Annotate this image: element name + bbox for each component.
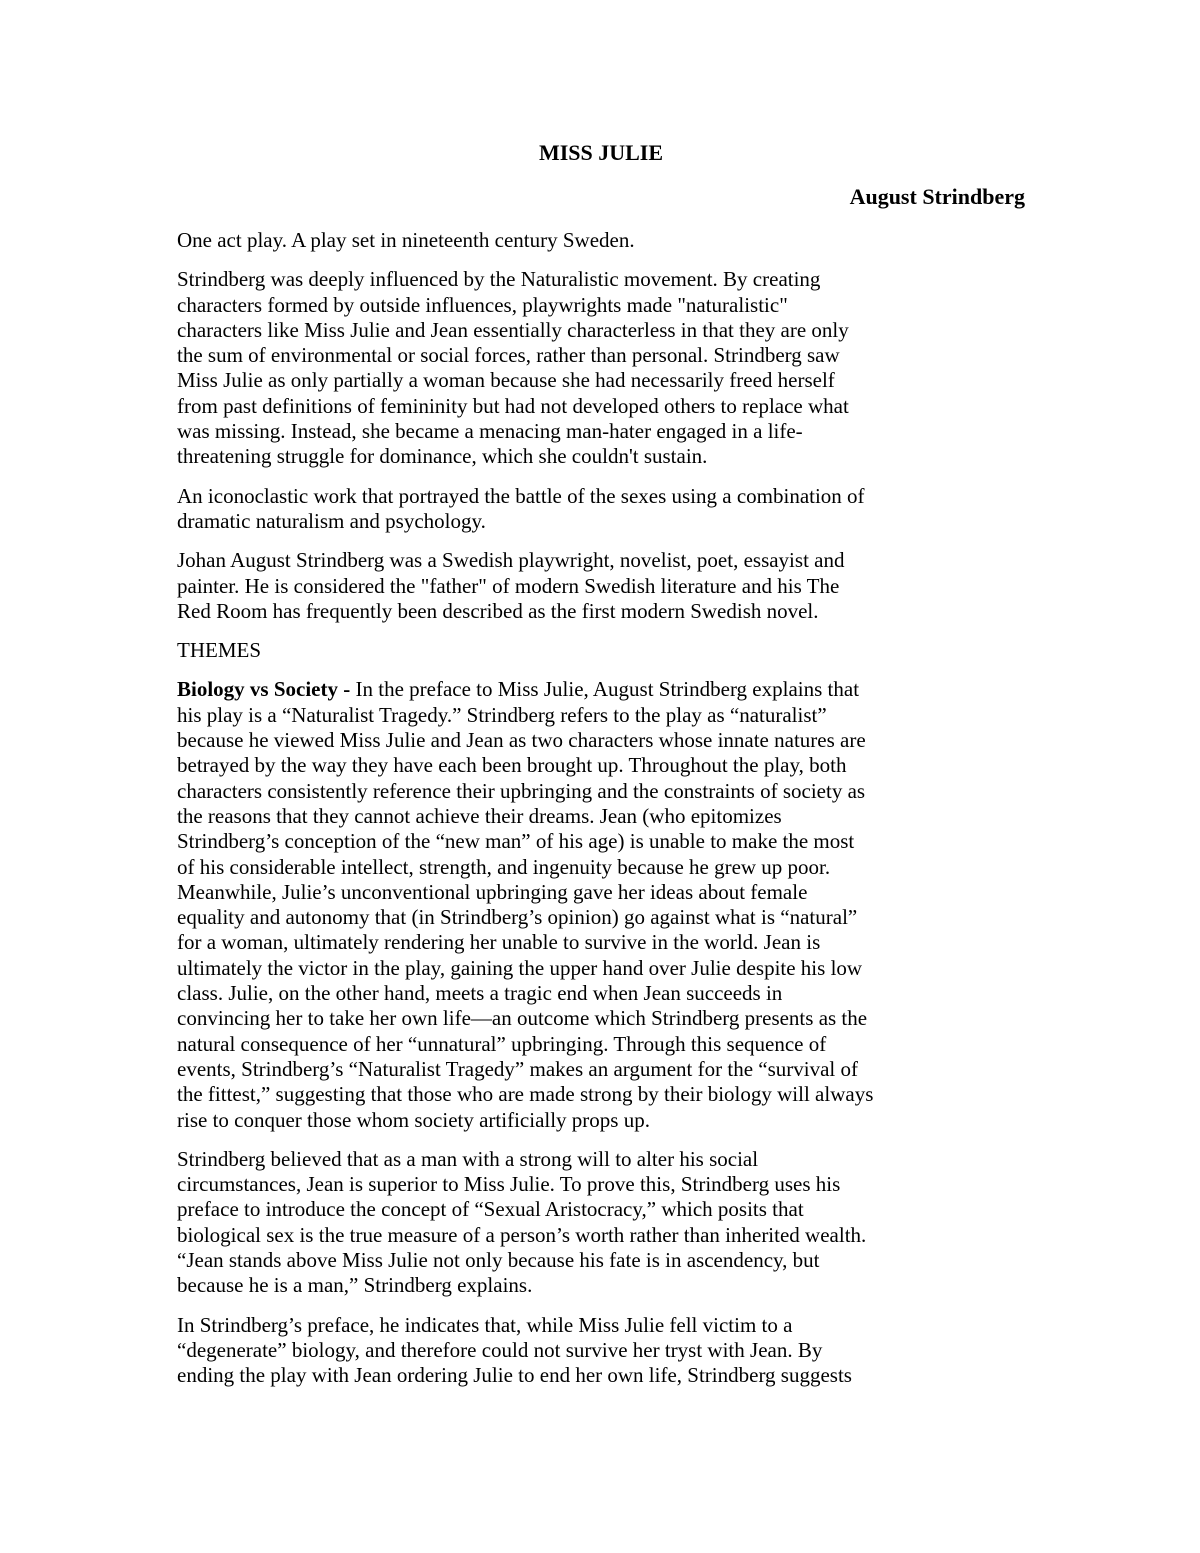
paragraph-line: the reasons that they cannot achieve their dreams. Jean (who epitomizes	[177, 803, 782, 828]
sexual-aristocracy-paragraph	[177, 1147, 1025, 1299]
paragraph-line: Miss Julie as only partially a woman because she had necessarily freed herself	[177, 368, 835, 393]
paragraph-line: of his considerable intellect, strength, and ingenuity because he grew up poor.	[177, 854, 831, 879]
paragraph-line: for a woman, ultimately rendering her unable to survive in the world. Jean is	[177, 930, 821, 955]
paragraph-line: preface to introduce the concept of “Sexual Aristocracy,” which posits that	[177, 1197, 804, 1222]
paragraph-line: Johan August Strindberg was a Swedish playwright, novelist, poet, essayist and	[177, 548, 845, 573]
paragraph-line: ultimately the victor in the play, gaining the upper hand over Julie despite his low	[177, 955, 863, 980]
paragraph-line: rise to conquer those whom society artificially props up.	[177, 1107, 650, 1132]
paragraph-line: Strindberg’s conception of the “new man” of his age) is unable to make the most	[177, 829, 855, 854]
document-page	[177, 138, 1025, 1402]
paragraph-line: natural consequence of her “unnatural” upbringing. Through this sequence of	[177, 1031, 827, 1056]
document-title: MISS JULIE	[538, 140, 664, 165]
biography-paragraph	[177, 548, 1025, 624]
paragraph-line	[177, 677, 1025, 702]
paragraph-line: characters consistently reference their upbringing and the constraints of society as	[177, 778, 866, 803]
paragraph-line: biological sex is the true measure of a person’s worth rather than inherited wealth.	[177, 1222, 867, 1247]
paragraph-line: events, Strindberg’s “Naturalist Tragedy” makes an argument for the “survival of	[177, 1056, 858, 1081]
paragraph-line: because he is a man,” Strindberg explains.	[177, 1273, 533, 1298]
paragraph-line: Strindberg was deeply influenced by the Naturalistic movement. By creating	[177, 267, 821, 292]
paragraph-line: convincing her to take her own life—an outcome which Strindberg presents as the	[177, 1006, 868, 1031]
paragraph-line: threatening struggle for dominance, which she couldn't sustain.	[177, 444, 708, 469]
paragraph-line: betrayed by the way they have each been brought up. Throughout the play, both	[177, 753, 847, 778]
paragraph-line: from past definitions of femininity but had not developed others to replace what	[177, 393, 849, 418]
naturalism-paragraph	[177, 267, 1025, 469]
paragraph-line: In Strindberg’s preface, he indicates that, while Miss Julie fell victim to a	[177, 1312, 793, 1337]
paragraph-line: ending the play with Jean ordering Julie to end her own life, Strindberg suggests	[177, 1363, 852, 1388]
paragraph-line: Strindberg believed that as a man with a strong will to alter his social	[177, 1146, 759, 1171]
paragraph-line: the sum of environmental or social forces, rather than personal. Strindberg saw	[177, 343, 840, 368]
paragraph-line: the fittest,” suggesting that those who are made strong by their biology will always	[177, 1082, 874, 1107]
paragraph-line: because he viewed Miss Julie and Jean as two characters whose innate natures are	[177, 728, 866, 753]
paragraph-line: characters like Miss Julie and Jean essentially characterless in that they are only	[177, 317, 849, 342]
themes-heading-text: THEMES	[177, 638, 261, 663]
paragraph-line: was missing. Instead, she became a menacing man-hater engaged in a life-	[177, 419, 803, 444]
theme-first-line: In the preface to Miss Julie, August Strindberg explains that	[350, 677, 860, 702]
intro-line: One act play. A play set in nineteenth century Sweden.	[177, 228, 635, 252]
paragraph-line: “degenerate” biology, and therefore could not survive her tryst with Jean. By	[177, 1337, 823, 1362]
iconoclastic-paragraph	[177, 484, 1025, 535]
paragraph-line: his play is a “Naturalist Tragedy.” Strindberg refers to the play as “naturalist”	[177, 702, 827, 727]
paragraph-line: equality and autonomy that (in Strindberg’s opinion) go against what is “natural”	[177, 905, 858, 930]
paragraph-line: circumstances, Jean is superior to Miss Julie. To prove this, Strindberg uses his	[177, 1172, 841, 1197]
theme-label: Biology vs Society	[177, 677, 338, 702]
paragraph-line: Meanwhile, Julie’s unconventional upbringing gave her ideas about female	[177, 879, 808, 904]
biology-vs-society-paragraph	[177, 677, 1025, 1132]
paragraph-line: Red Room has frequently been described as the first modern Swedish novel.	[177, 598, 819, 623]
paragraph-line: An iconoclastic work that portrayed the battle of the sexes using a combination of	[177, 483, 865, 508]
paragraph-line: painter. He is considered the "father" of modern Swedish literature and his The	[177, 573, 840, 598]
paragraph-line: characters formed by outside influences, playwrights made "naturalistic"	[177, 292, 788, 317]
themes-heading	[177, 638, 1025, 663]
paragraph-line: class. Julie, on the other hand, meets a tragic end when Jean succeeds in	[177, 981, 783, 1006]
theme-dash: -	[338, 677, 351, 702]
author-name: August Strindberg	[849, 184, 1025, 209]
preface-paragraph	[177, 1313, 1025, 1389]
paragraph-line: dramatic naturalism and psychology.	[177, 508, 486, 533]
intro-paragraph	[177, 228, 1025, 253]
paragraph-line: “Jean stands above Miss Julie not only because his fate is in ascendency, but	[177, 1247, 820, 1272]
